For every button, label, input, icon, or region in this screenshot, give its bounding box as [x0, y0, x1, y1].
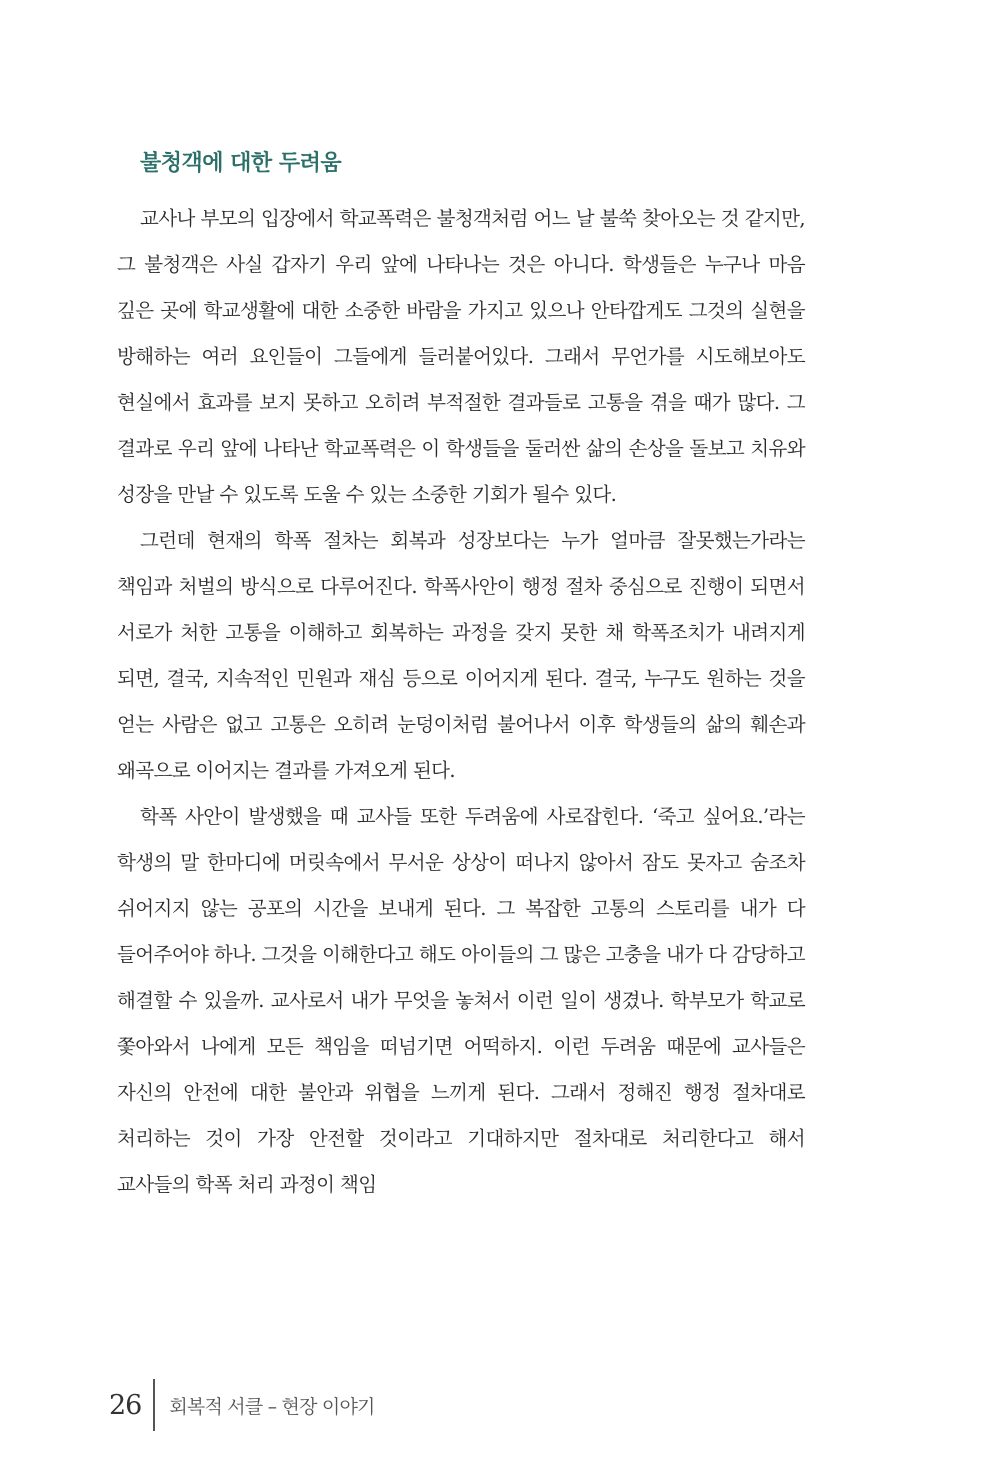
- body-text: [117, 196, 805, 1208]
- paragraph-2: 그런데 현재의 학폭 절차는 회복과 성장보다는 누가 얼마큼 잘못했는가라는 책임과 처벌의 방식으로 다루어진다. 학폭사안이 행정 절차 중심으로 진행이 되면서 서로가 처한 고통을 이해하고 회복하는 과정을 갖지 못한 채 학폭조치가 내려지게 되면, 결국, 지속적인 민원과 재심 등으로 이어지게 된다. 결국, 누구도 원하는 것을 얻는 사람은 없고 고통은 오히려 눈덩이처럼 불어나서 이후 학생들의 삶의 훼손과 왜곡으로 이어지는 결과를 가져오게 된다.: [117, 529, 805, 782]
- running-title: 회복적 서클 – 현장 이야기: [169, 1395, 375, 1418]
- section-heading: 불청객에 대한 두려움: [140, 151, 342, 176]
- page-footer: [109, 1378, 375, 1432]
- footer-divider: [153, 1379, 155, 1431]
- paragraph-1: 교사나 부모의 입장에서 학교폭력은 불청객처럼 어느 날 불쑥 찾아오는 것 같지만, 그 불청객은 사실 갑자기 우리 앞에 나타나는 것은 아니다. 학생들은 누구나 마음 깊은 곳에 학교생활에 대한 소중한 바람을 가지고 있으나 안타깝게도 그것의 실현을 방해하는 여러 요인들이 그들에게 들러붙어있다. 그래서 무언가를 시도해보아도 현실에서 효과를 보지 못하고 오히려 부적절한 결과들로 고통을 겪을 때가 많다. 그 결과로 우리 앞에 나타난 학교폭력은 이 학생들을 둘러싼 삶의 손상을 돌보고 치유와 성장을 만날 수 있도록 도울 수 있는 소중한 기회가 될수 있다.: [117, 207, 805, 506]
- paragraph-3: 학폭 사안이 발생했을 때 교사들 또한 두려움에 사로잡힌다. ‘죽고 싶어요.’라는 학생의 말 한마디에 머릿속에서 무서운 상상이 떠나지 않아서 잠도 못자고 숨조차 쉬어지지 않는 공포의 시간을 보내게 된다. 그 복잡한 고통의 스토리를 내가 다 들어주어야 하나. 그것을 이해한다고 해도 아이들의 그 많은 고충을 내가 다 감당하고 해결할 수 있을까. 교사로서 내가 무엇을 놓쳐서 이런 일이 생겼나. 학부모가 학교로 쫓아와서 나에게 모든 책임을 떠넘기면 어떡하지. 이런 두려움 때문에 교사들은 자신의 안전에 대한 불안과 위협을 느끼게 된다. 그래서 정해진 행정 절차대로 처리하는 것이 가장 안전할 것이라고 기대하지만 절차대로 처리한다고 해서 교사들의 학폭 처리 과정이 책임: [117, 805, 805, 1196]
- page-number: 26: [109, 1389, 142, 1421]
